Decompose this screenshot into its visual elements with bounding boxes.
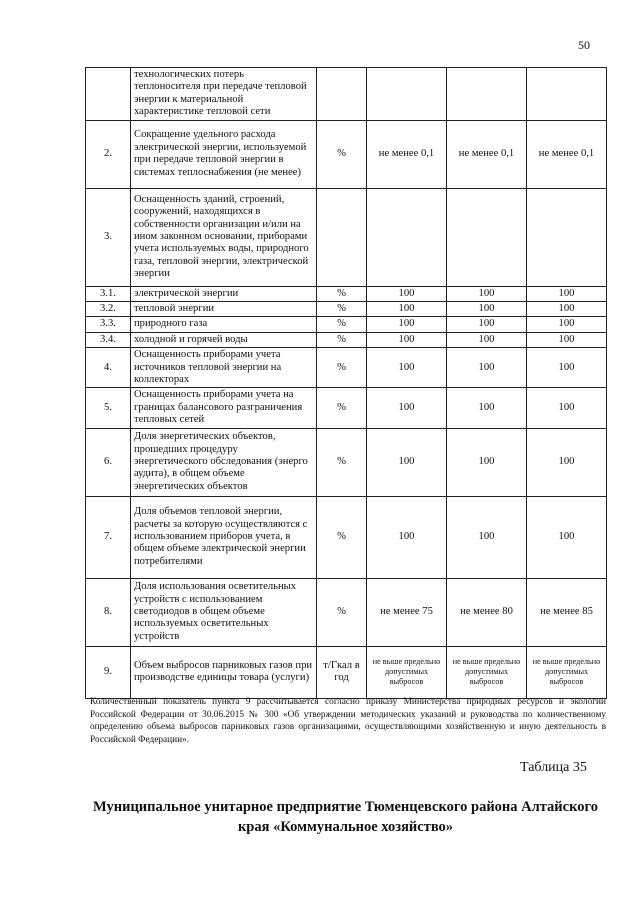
value-cell-3: 100 (527, 348, 607, 388)
value-cell-3: 100 (527, 332, 607, 347)
unit-cell: % (317, 578, 367, 646)
value-cell-1: 100 (367, 388, 447, 428)
value-cell-2: 100 (447, 332, 527, 347)
indicators-table (85, 67, 607, 699)
value-cell-2: не выше предельно допустимых выбросов (447, 646, 527, 698)
indicator-description: Доля использования осветительных устройств с использованием светодиодов в общем объеме используемых осветительных устройств (131, 578, 317, 646)
value-cell-1: 100 (367, 317, 447, 332)
table-row (86, 388, 607, 428)
unit-cell: % (317, 317, 367, 332)
row-number (86, 68, 131, 121)
value-cell-1: 100 (367, 332, 447, 347)
row-number: 6. (86, 428, 131, 496)
row-number: 7. (86, 496, 131, 578)
unit-cell: % (317, 348, 367, 388)
value-cell-3: 100 (527, 428, 607, 496)
value-cell-3: не менее 0,1 (527, 120, 607, 188)
row-number: 2. (86, 120, 131, 188)
value-cell-1: не выше предельно допустимых выбросов (367, 646, 447, 698)
row-number: 3. (86, 188, 131, 286)
table-row (86, 188, 607, 286)
value-cell-3: 100 (527, 317, 607, 332)
indicator-description: электрической энергии (131, 286, 317, 301)
value-cell-1: 100 (367, 496, 447, 578)
value-cell-2: не менее 0,1 (447, 120, 527, 188)
row-number: 3.1. (86, 286, 131, 301)
value-cell-1: не менее 75 (367, 578, 447, 646)
table-row (86, 428, 607, 496)
table-row (86, 302, 607, 317)
value-cell-3 (527, 68, 607, 121)
unit-cell: % (317, 388, 367, 428)
unit-cell: % (317, 428, 367, 496)
value-cell-2: 100 (447, 496, 527, 578)
indicator-description: холодной и горячей воды (131, 332, 317, 347)
table-row (86, 120, 607, 188)
table-row (86, 646, 607, 698)
value-cell-2: 100 (447, 302, 527, 317)
row-number: 3.3. (86, 317, 131, 332)
table-row (86, 68, 607, 121)
indicator-description: Объем выбросов парниковых газов при производстве единицы товара (услуги) (131, 646, 317, 698)
indicator-description: Сокращение удельного расхода электрической энергии, используемой при передаче тепловой энергии в системах теплоснабжения (не менее) (131, 120, 317, 188)
value-cell-3: 100 (527, 286, 607, 301)
value-cell-3: 100 (527, 302, 607, 317)
row-number: 3.4. (86, 332, 131, 347)
value-cell-3: не выше предельно допустимых выбросов (527, 646, 607, 698)
row-number: 4. (86, 348, 131, 388)
indicator-description: природного газа (131, 317, 317, 332)
row-number: 3.2. (86, 302, 131, 317)
indicator-description: технологических потерь теплоносителя при передаче тепловой энергии к материальной характеристике тепловой сети (131, 68, 317, 121)
value-cell-2: 100 (447, 286, 527, 301)
table-row (86, 286, 607, 301)
unit-cell: % (317, 302, 367, 317)
table-label: Таблица 35 (520, 760, 587, 775)
value-cell-3: 100 (527, 496, 607, 578)
value-cell-2: 100 (447, 317, 527, 332)
value-cell-1 (367, 68, 447, 121)
row-number: 5. (86, 388, 131, 428)
indicator-description: Оснащенность приборами учета источников тепловой энергии на коллекторах (131, 348, 317, 388)
row-number: 8. (86, 578, 131, 646)
table-row (86, 332, 607, 347)
indicators-table-body (86, 68, 607, 699)
unit-cell (317, 68, 367, 121)
unit-cell: % (317, 332, 367, 347)
value-cell-1: 100 (367, 348, 447, 388)
row-number: 9. (86, 646, 131, 698)
indicator-description: Доля энергетических объектов, прошедших процедуру энергетического обследования (энерго аудита), в общем объеме энергетических объектов (131, 428, 317, 496)
unit-cell: % (317, 496, 367, 578)
table-row (86, 348, 607, 388)
table-row (86, 317, 607, 332)
value-cell-1 (367, 188, 447, 286)
value-cell-1: 100 (367, 302, 447, 317)
page-number: 50 (578, 38, 590, 52)
value-cell-2: 100 (447, 388, 527, 428)
table-row (86, 496, 607, 578)
value-cell-1: 100 (367, 286, 447, 301)
indicator-description: тепловой энергии (131, 302, 317, 317)
indicator-description: Оснащенность зданий, строений, сооружений, находящихся в собственности организации и/или на ином законном основании, приборами учета используемых воды, природного газа, тепловой энергии, электрической энергии (131, 188, 317, 286)
table-row (86, 578, 607, 646)
value-cell-1: 100 (367, 428, 447, 496)
value-cell-2: 100 (447, 348, 527, 388)
value-cell-3: не менее 85 (527, 578, 607, 646)
unit-cell (317, 188, 367, 286)
indicator-description: Доля объемов тепловой энергии, расчеты за которую осуществляются с использованием приборов учета, в общем объеме электрической энергии потребителями (131, 496, 317, 578)
unit-cell: % (317, 120, 367, 188)
unit-cell: % (317, 286, 367, 301)
value-cell-2 (447, 68, 527, 121)
value-cell-2 (447, 188, 527, 286)
value-cell-2: 100 (447, 428, 527, 496)
value-cell-3: 100 (527, 388, 607, 428)
unit-cell: т/Гкал в год (317, 646, 367, 698)
footnote: Количественный показатель пункта 9 рассчитывается согласно приказу Министерства природных ресурсов и экологии Российской Федерации от 30.06.2015 № 300 «Об утверждении методических указаний и руководства по количественному определению объема выбросов парниковых газов организациями, осуществляющими хозяйственную и иную деятельность в Российской Федерации». (90, 697, 606, 745)
value-cell-1: не менее 0,1 (367, 120, 447, 188)
indicator-description: Оснащенность приборами учета на границах балансового разграничения тепловых сетей (131, 388, 317, 428)
organization-title: Муниципальное унитарное предприятие Тюменцевского района Алтайского края «Коммунальное хозяйство» (93, 799, 598, 835)
value-cell-2: не менее 80 (447, 578, 527, 646)
value-cell-3 (527, 188, 607, 286)
